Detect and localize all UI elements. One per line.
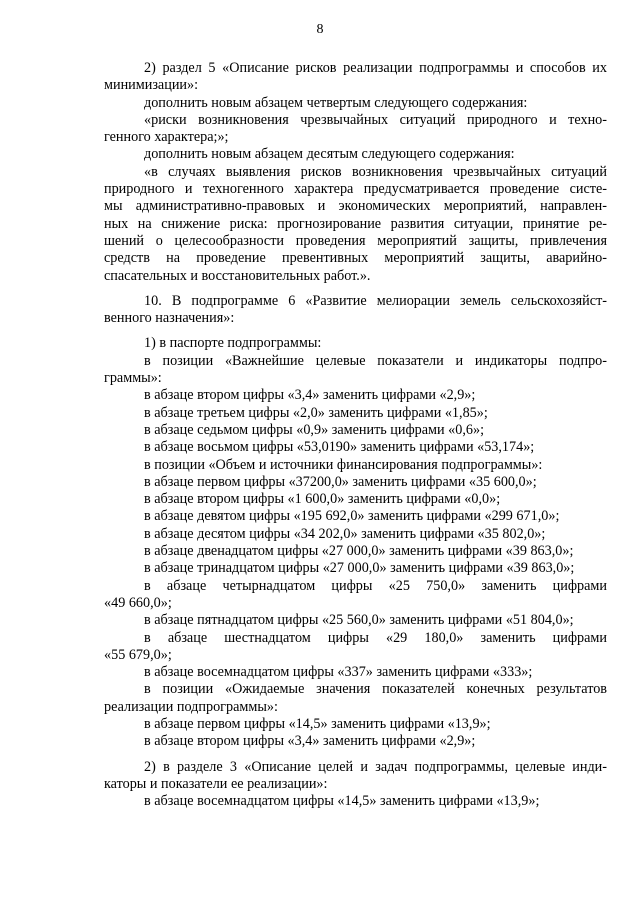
text-line: в абзаце втором цифры «3,4» заменить цифрами «2,9»; (144, 733, 476, 750)
text-line: генного характера;»; (104, 129, 229, 146)
text-line: в абзаце седьмом цифры «0,9» заменить цифрами «0,6»; (144, 421, 485, 438)
text-line: в абзаце тринадцатом цифры «27 000,0» заменить цифрами «39 863,0»; (144, 560, 575, 577)
text-line: 2) в разделе 3 «Описание целей и задач подпрограммы, целевые инди- (144, 758, 607, 775)
text-line: минимизации»: (104, 77, 199, 94)
text-line: в позиции «Важнейшие целевые показатели и индикаторы подпро- (144, 352, 607, 369)
text-line: шений о целесообразности проведения мероприятий защиты, привлечения (104, 232, 607, 249)
text-line: ных на снижение риска: прогнозирование развития ситуации, принятие ре- (104, 215, 607, 232)
text-line: в позиции «Ожидаемые значения показателей конечных результатов (144, 681, 607, 698)
text-line: в абзаце десятом цифры «34 202,0» заменить цифрами «35 802,0»; (144, 525, 546, 542)
text-line: в позиции «Объем и источники финансирования подпрограммы»: (144, 456, 543, 473)
text-line: в абзаце пятнадцатом цифры «25 560,0» заменить цифрами «51 804,0»; (144, 612, 574, 629)
page-number: 8 (316, 22, 324, 37)
text-line: 10. В подпрограмме 6 «Развитие мелиорации земель сельскохозяйст- (144, 292, 607, 309)
text-line: в абзаце четырнадцатом цифры «25 750,0» заменить цифрами (144, 577, 607, 594)
text-line: природного и техногенного характера предусматривается проведение систе- (104, 181, 607, 198)
text-line: «в случаях выявления рисков возникновения чрезвычайных ситуаций (144, 163, 607, 180)
text-line: в абзаце восемнадцатом цифры «337» заменить цифрами «333»; (144, 664, 533, 681)
text-line: «риски возникновения чрезвычайных ситуаций природного и техно- (144, 111, 607, 128)
text-line: «49 660,0»; (104, 594, 172, 611)
text-line: в абзаце двенадцатом цифры «27 000,0» заменить цифрами «39 863,0»; (144, 543, 574, 560)
text-line: «55 679,0»; (104, 646, 172, 663)
text-line: в абзаце первом цифры «14,5» заменить цифрами «13,9»; (144, 715, 491, 732)
text-line: в абзаце втором цифры «3,4» заменить цифрами «2,9»; (144, 387, 476, 404)
text-line: в абзаце восемнадцатом цифры «14,5» заменить цифрами «13,9»; (144, 793, 540, 810)
text-line: реализации подпрограммы»: (104, 698, 278, 715)
text-line: 2) раздел 5 «Описание рисков реализации подпрограммы и способов их (144, 60, 607, 76)
document-body (104, 60, 607, 810)
text-line: в абзаце третьем цифры «2,0» заменить цифрами «1,85»; (144, 404, 488, 421)
text-line: дополнить новым абзацем четвертым следующего содержания: (144, 94, 528, 111)
text-line: в абзаце шестнадцатом цифры «29 180,0» заменить цифрами (144, 629, 607, 646)
text-line: в абзаце первом цифры «37200,0» заменить цифрами «35 600,0»; (144, 473, 537, 490)
text-line: 1) в паспорте подпрограммы: (144, 335, 322, 352)
text-line: каторы и показатели ее реализации»: (104, 775, 328, 792)
text-line: в абзаце втором цифры «1 600,0» заменить цифрами «0,0»; (144, 491, 501, 508)
text-line: дополнить новым абзацем десятым следующего содержания: (144, 146, 515, 163)
text-line: мы административно-правовых и экономических мероприятий, направлен- (104, 198, 607, 215)
text-line: в абзаце восьмом цифры «53,0190» заменить цифрами «53,174»; (144, 439, 535, 456)
text-line: спасательных и восстановительных работ.». (104, 267, 371, 284)
text-line: венного назначения»: (104, 310, 235, 327)
text-line: средств на проведение превентивных мероприятий защиты, аварийно- (104, 250, 607, 267)
text-line: в абзаце девятом цифры «195 692,0» заменить цифрами «299 671,0»; (144, 508, 560, 525)
text-line: граммы»: (104, 370, 162, 387)
